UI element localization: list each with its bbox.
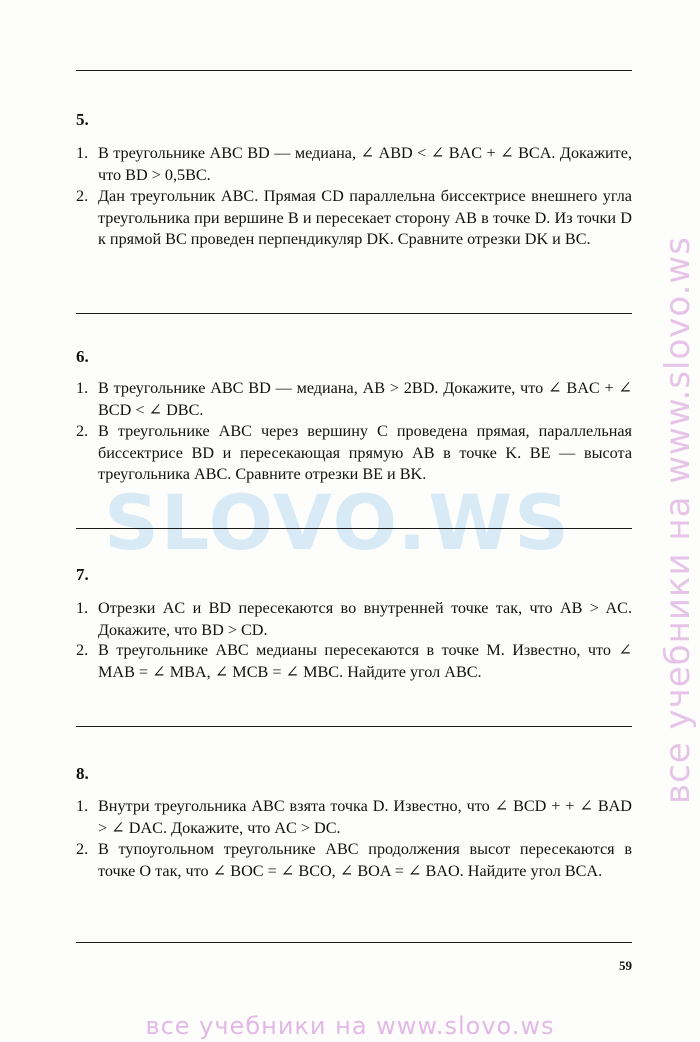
problem-text: В треугольнике ABC BD — медиана, ∠ ABD < ∠ BAC + ∠ BCA. Докажите, что BD > 0,5BC. [98,144,632,184]
problem-number: 1. [76,599,89,617]
problem-number: 1. [76,379,89,397]
section-number: 8. [76,764,89,783]
divider-bottom [76,942,632,943]
problem-number: 1. [76,797,89,815]
problem-text: Отрезки AC и BD пересекаются во внутренней точке так, что AB > AC. Докажите, что BD > CD. [98,599,632,639]
problem-text: Внутри треугольника ABC взята точка D. Известно, что ∠ BCD + + ∠ BAD > ∠ DAC. Докажите, что AC > DC. [98,797,632,837]
problem-number: 2. [76,840,89,858]
problem-text: В треугольнике ABC медианы пересекаются в точке M. Известно, что ∠ MAB = ∠ MBA, ∠ MCB = ∠ MBC. Найдите угол ABC. [98,641,632,681]
problem-number: 2. [76,187,89,205]
section-number: 7. [76,565,89,584]
problem-item [76,143,632,186]
section-number: 5. [76,110,89,129]
problem-item [76,796,632,839]
problem-number: 2. [76,422,89,440]
problem-item [76,186,632,251]
problem-text: В тупоугольном треугольнике ABC продолжения высот пересекаются в точке O так, что ∠ BOC = ∠ BCO, ∠ BOA = ∠ BAO. Найдите угол BCA. [98,840,632,880]
problem-item [76,839,632,882]
problem-text: В треугольнике ABC через вершину C проведена прямая, параллельная биссектрисе BD и пересекающая прямую AB в точке K. BE — высота треугольника ABC. Сравните отрезки BE и BK. [98,422,632,483]
divider-6-7 [76,528,632,529]
divider-7-8 [76,726,632,727]
problem-text: В треугольнике ABC BD — медиана, AB > 2BD. Докажите, что ∠ BAC + ∠ BCD < ∠ DBC. [98,379,632,419]
side-watermark: все учебники на www.slovo.ws [658,236,698,804]
problem-number: 1. [76,144,89,162]
slovo-watermark: SLOVO.WS [104,478,571,567]
problem-item [76,640,632,683]
problem-item [76,421,632,486]
divider-top [76,70,632,71]
problem-text: Дан треугольник ABC. Прямая CD параллельна биссектрисе внешнего угла треугольника при вершине B и пересекает сторону AB в точке D. Из точки D к прямой BC проведен перпендикуляр DK. Сравните отрезки DK и BC. [98,187,632,248]
problem-item [76,378,632,421]
page-number: 59 [619,958,632,973]
problem-number: 2. [76,641,89,659]
bottom-watermark: все учебники на www.slovo.ws [145,1012,555,1040]
divider-5-6 [76,313,632,314]
problem-item [76,598,632,641]
section-number: 6. [76,347,89,366]
